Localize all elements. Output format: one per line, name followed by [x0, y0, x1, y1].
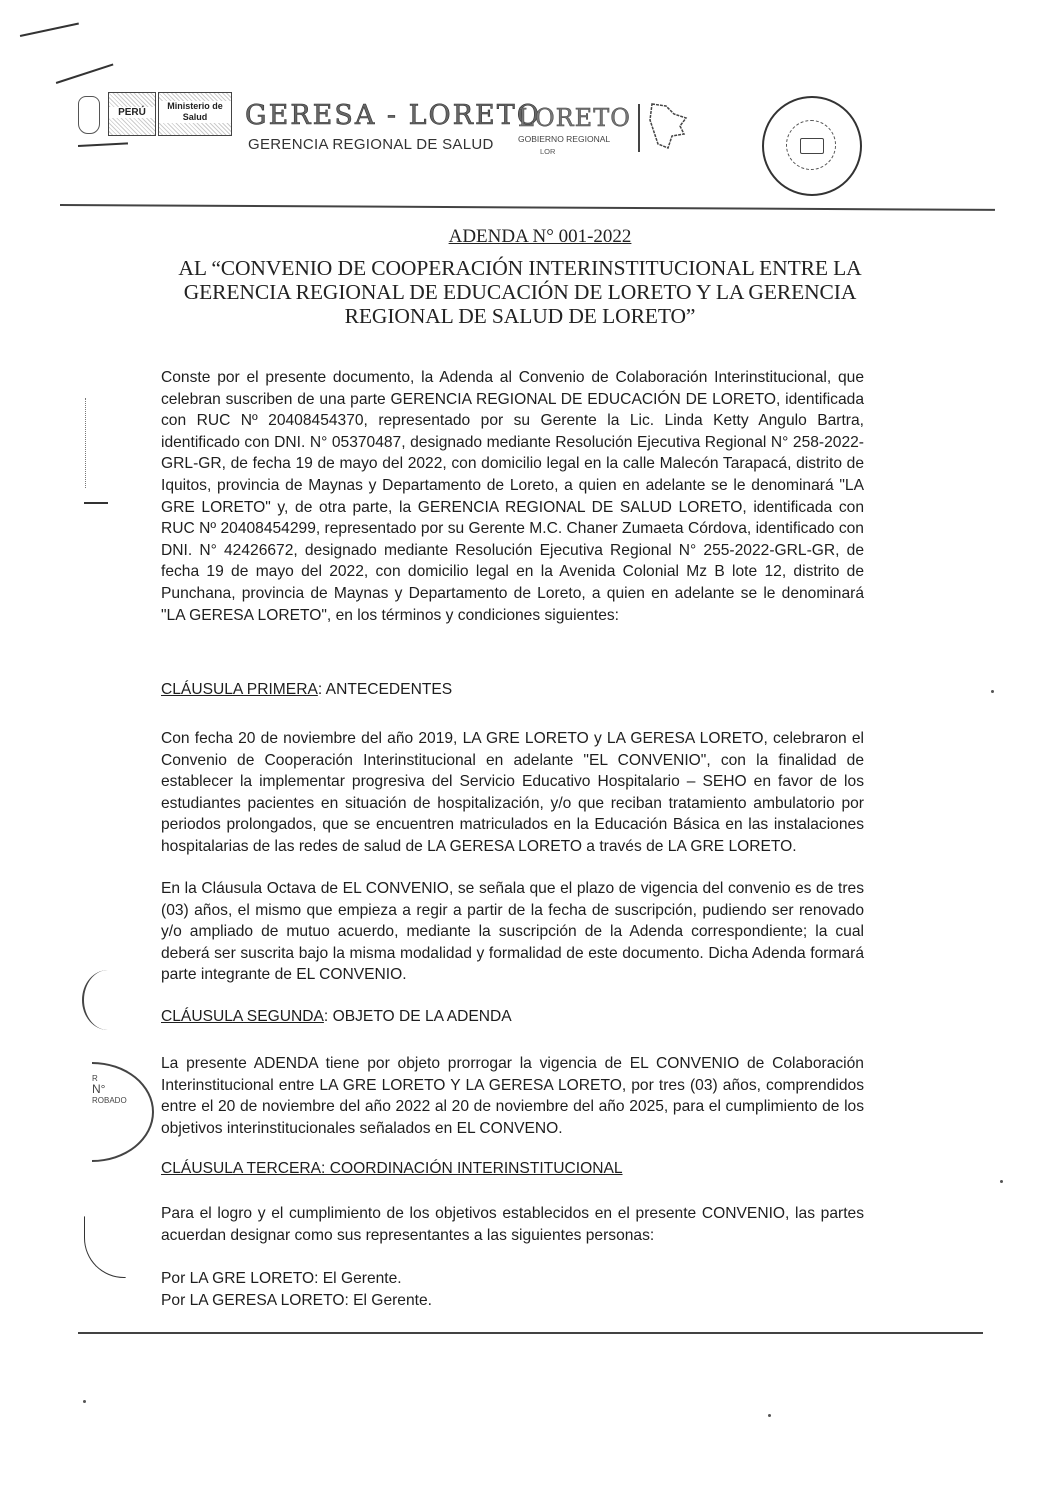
clause2-heading-topic: : OBJETO DE LA ADENDA: [323, 1008, 512, 1025]
margin-signature: [84, 1216, 126, 1278]
loreto-brand-title: LORETO: [518, 104, 631, 132]
scan-speck: [991, 690, 994, 693]
margin-stamp-text: [92, 1074, 127, 1105]
clause1-paragraph-2: En la Cláusula Octava de EL CONVENIO, se señala que el plazo de vigencia del convenio es de tres (03) años, el mismo que empieza a regir a partir de la fecha de suscripción, pudiendo ser renovado y/o ampliado de mutuo acuerdo, mediante la suscripción de la Adenda correspondiente; la cual deberá ser suscrita bajo la misma modalidad y formalidad de este documento. Dicha Adenda formará parte integrante de EL CONVENIO.: [161, 880, 864, 984]
margin-signature-arc: [82, 970, 134, 1030]
scan-speck: [768, 1414, 771, 1417]
ministerio-salud-logo: [158, 92, 232, 136]
header-divider: [60, 204, 995, 211]
clause2-paragraph: La presente ADENDA tiene por objeto prorrogar la vigencia de EL CONVENIO de Colaboración Interinstitucional entre LA GRE LORETO Y LA GERESA LORETO, por tres (03) años, comprendidos entre el 20 de noviembre del año 2022 al 20 de noviembre del año 2025, para el cumplimiento de los objetivos interinstitucionales señalados en EL CONVENO.: [161, 1055, 864, 1137]
clause2-heading-label: CLÁUSULA SEGUNDA: [161, 1008, 324, 1025]
loreto-map-icon: [646, 100, 692, 156]
logo-separator: [638, 104, 640, 152]
margin-stamp-line1: R: [92, 1074, 98, 1083]
scan-speck: [83, 1400, 86, 1403]
clause1-heading-label: CLÁUSULA PRIMERA: [161, 681, 318, 698]
convenio-main-title: AL “CONVENIO DE COOPERACIÓN INTERINSTITUCIONAL ENTRE LA GERENCIA REGIONAL DE EDUCACIÓN DE LORETO Y LA GERENCIA REGIONAL DE SALUD DE LORETO”: [178, 256, 862, 328]
clause2-heading: [161, 1008, 512, 1026]
margin-initials-stroke: [84, 502, 108, 504]
margin-stamp-line2: N°: [92, 1082, 106, 1096]
scan-mark: [78, 142, 128, 146]
scan-mark: [56, 63, 114, 83]
geresa-brand-subtitle: GERENCIA REGIONAL DE SALUD: [248, 136, 494, 153]
loreto-brand-tagline: LOR: [540, 147, 556, 156]
margin-initials-mark: [85, 398, 126, 488]
scan-speck: [1000, 1180, 1003, 1183]
peru-logo: [108, 92, 156, 136]
geresa-brand-title: GERESA - LORETO: [245, 100, 541, 131]
adenda-number-title: ADENDA N° 001-2022: [448, 226, 632, 247]
ministerio-logo-text: Ministerio de Salud: [159, 101, 231, 123]
clause3-heading: CLÁUSULA TERCERA: COORDINACIÓN INTERINSTITUCIONAL: [161, 1160, 623, 1177]
margin-stamp-line3: ROBADO: [92, 1096, 127, 1105]
clause1-paragraph-1: Con fecha 20 de noviembre del año 2019, LA GRE LORETO y LA GERESA LORETO, celebraron el Convenio de Cooperación Interinstitucional en adelante "EL CONVENIO", con la finalidad de establecer la implementar progresiva del Servicio Educativo Hospitalario – SEHO en favor de los estudiantes pacientes en situación de hospitalización, y/o que reciban tratamiento ambulatorio por periodos prolongados, que se encuentren matriculados en la Educación Básica en las instalaciones hospitalarias de las redes de salud de LA GERESA LORETO a través de LA GRE LORETO.: [161, 730, 864, 855]
representative-geresa: Por LA GERESA LORETO: El Gerente.: [161, 1292, 432, 1309]
scan-mark: [20, 23, 79, 37]
gre-seal-book-icon: [800, 138, 824, 154]
clause1-heading-topic: : ANTECEDENTES: [317, 681, 453, 698]
peru-logo-text: PERÚ: [109, 107, 155, 118]
representative-gre: Por LA GRE LORETO: El Gerente.: [161, 1270, 402, 1287]
clause3-paragraph: Para el logro y el cumplimiento de los objetivos establecidos en el presente CONVENIO, las partes acuerdan designar como sus representantes a las siguientes personas:: [161, 1205, 864, 1244]
clause1-heading: [161, 681, 452, 699]
intro-paragraph: Conste por el presente documento, la Adenda al Convenio de Colaboración Interinstitucional, que celebran suscriben de una parte GERENCIA REGIONAL DE EDUCACIÓN DE LORETO, identificada con RUC Nº 20408454370, representado por su Gerente la Lic. Linda Ketty Angulo Bartra, identificado con DNI. N° 05370487, designado mediante Resolución Ejecutiva Regional N° 258-2022-GRL-GR, de fecha 19 de mayo del 2022, con domicilio legal en la calle Malecón Tarapacá, distrito de Iquitos, provincia de Maynas y Departamento de Loreto, a quien en adelante se le denominará "LA GRE LORETO" y, de otra parte, la GERENCIA REGIONAL DE SALUD LORETO, identificada con RUC Nº 20408454299, representado por su Gerente M.C. Chaner Zumaeta Córdova, identificado con DNI. N° 42426672, designado mediante Resolución Ejecutiva Regional N° 255-2022-GRL-GR, de fecha 19 de mayo del 2022, con domicilio legal en la Avenida Colonial Mz B lote 12, distrito de Punchana, provincia de Maynas y Departamento de Loreto, a quien en adelante se le denominará "LA GERESA LORETO", en los términos y condiciones siguientes:: [161, 369, 864, 624]
footer-divider: [78, 1332, 983, 1334]
gre-seal: [762, 96, 862, 196]
loreto-brand-subtitle: GOBIERNO REGIONAL: [518, 134, 611, 144]
coat-of-arms-icon: [78, 96, 100, 134]
